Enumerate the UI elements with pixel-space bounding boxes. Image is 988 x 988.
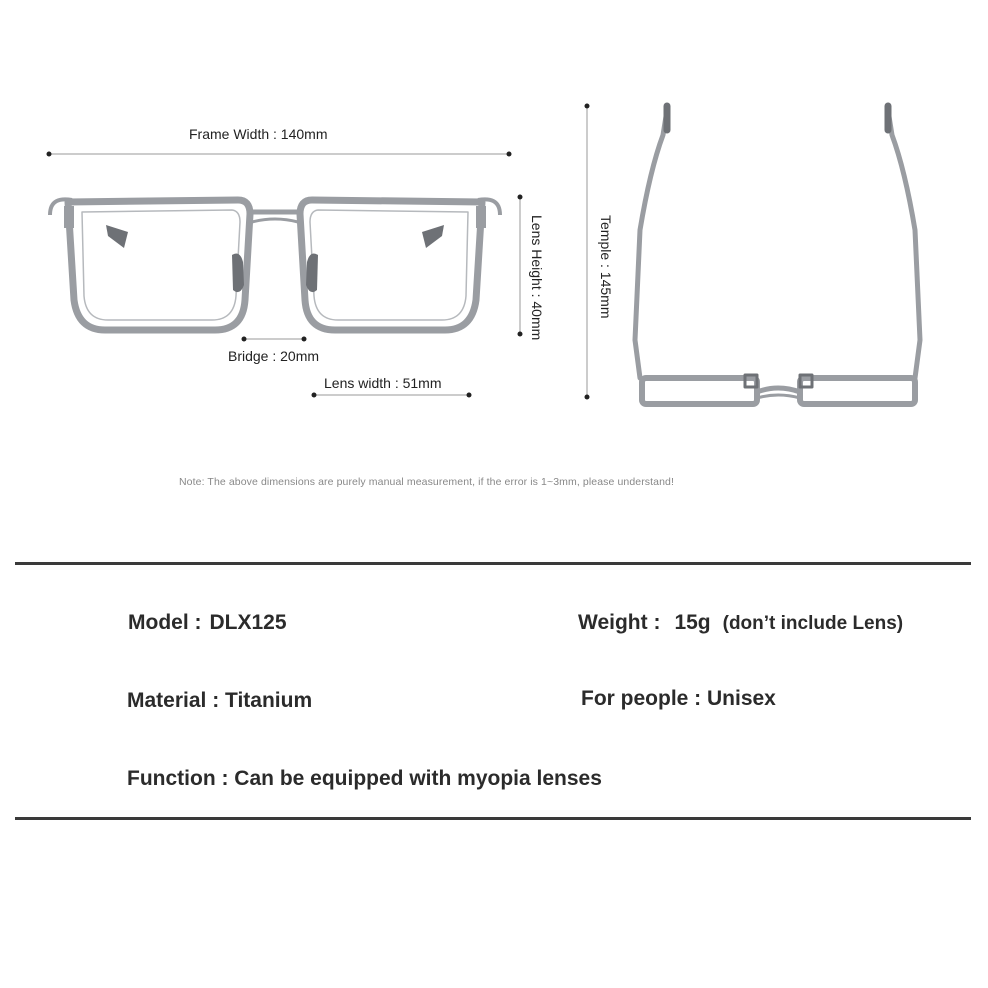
spec-model (128, 611, 287, 635)
bridge-measure (242, 337, 307, 342)
lens-width-label: Lens width : 51mm (324, 375, 442, 391)
lens-width-measure (312, 393, 472, 398)
spec-weight (578, 611, 903, 635)
measurement-note: Note: The above dimensions are purely manual measurement, if the error is 1~3mm, please understand! (179, 476, 675, 488)
frame-width-measure (47, 152, 512, 157)
bridge-label: Bridge : 20mm (228, 348, 320, 364)
temple-measure (585, 104, 590, 400)
spec-function: Function : Can be equipped with myopia lenses (127, 767, 602, 790)
frame-width-label: Frame Width : 140mm (189, 126, 328, 142)
weight-label: Weight : (578, 611, 661, 634)
bottom-divider (15, 817, 971, 820)
glasses-top-view (635, 106, 920, 404)
top-divider (15, 562, 971, 565)
weight-note: (don’t include Lens) (722, 613, 904, 634)
spec-for-people: For people : Unisex (581, 687, 776, 710)
weight-value: 15g (674, 611, 711, 634)
lens-height-measure (518, 195, 523, 337)
lens-height-label: Lens Height : 40mm (529, 215, 545, 341)
glasses-front-view (50, 199, 500, 330)
spec-material: Material : Titanium (127, 689, 313, 712)
model-label: Model : (128, 611, 202, 634)
model-value: DLX125 (209, 611, 287, 634)
temple-label: Temple : 145mm (598, 215, 614, 319)
nose-pads (106, 225, 444, 292)
